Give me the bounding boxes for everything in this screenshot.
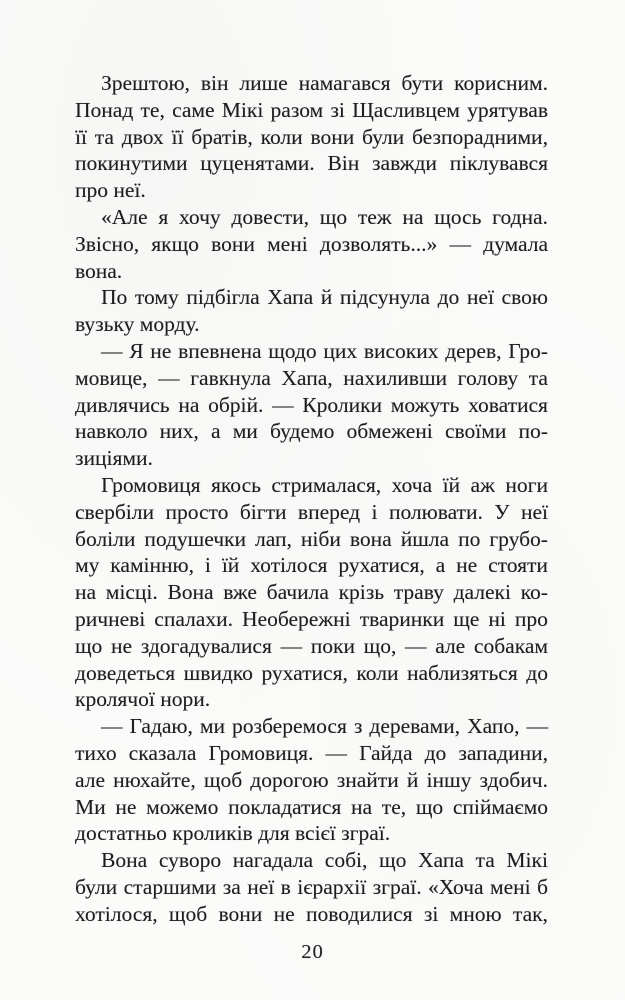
paragraph [75,472,548,713]
text-line: «Але я хочу довести, що теж на щось годна. [101,204,548,229]
paragraph [75,204,548,284]
text-line: що не здогадувалися — поки що, — але собакам [75,633,548,658]
paragraph [75,338,548,472]
text-line: мовице, — гавкнула Хапа, нахиливши голову та [75,365,548,390]
text-line: на місці. Вона вже бачила крізь траву далекі ко- [75,580,548,605]
text-line: — Гадаю, ми розберемося з деревами, Хапо, — [101,714,548,739]
text-line: тихо сказала Громовиця. — Гайда до западини, [75,740,548,765]
text-line: Громовиця якось стрималася, хоча їй аж ноги [101,472,548,497]
text-line: навколо них, а ми будемо обмежені своїми по- [75,419,548,444]
text-line: Вона суворо нагадала собі, що Хапа та Мікі [101,848,548,873]
text-line: вона. [75,258,123,283]
text-line: були старшими за неї в ієрархії зграї. «Хоча мені б [75,874,548,899]
text-line: про неї. [75,178,146,203]
text-line: зиціями. [75,446,153,471]
text-line: достатньо кроликів для всієї зграї. [75,821,391,846]
text-line: Понад те, саме Мікі разом зі Щасливцем урятував [75,97,548,122]
text-line: хотілося, щоб вони не поводилися зі мною так, [75,901,548,926]
text-line: свербіли просто бігти вперед і полювати. У неї [75,499,548,524]
text-block [75,70,548,928]
text-line: му камінню, і їй хотілося рухатися, а не стояти [75,553,548,578]
text-line: дивлячись на обрій. — Кролики можуть ховатися [75,392,548,417]
paragraph [75,284,548,338]
paragraph [75,847,548,927]
text-line: доведеться швидко рухатися, коли наблизяться до [75,660,548,685]
text-line: боліли подушечки лап, ніби вона йшла по грубо- [75,526,548,551]
text-line: покинутими цуценятами. Він завжди піклувався [75,151,548,176]
paragraph [75,713,548,847]
text-line: вузьку морду. [75,312,200,337]
text-line: ричневі спалахи. Необережні тваринки ще ні про [75,606,548,631]
text-line: По тому підбігла Хапа й підсунула до неї свою [101,285,548,310]
text-line: Звісно, якщо вони мені дозволять...» — думала [75,231,548,256]
text-line: — Я не впевнена щодо цих високих дерев, Гро- [101,338,548,363]
text-line: Зрештою, він лише намагався бути корисним. [101,71,548,95]
paragraph [75,70,548,204]
text-line: але нюхайте, щоб дорогою знайти й іншу здобич. [75,767,548,792]
page-number: 20 [301,941,324,963]
text-line: кролячої нори. [75,687,211,712]
text-line: Ми не можемо покладатися на те, що спіймаємо [75,794,548,819]
text-line: її та двох її братів, коли вони були безпорадними, [75,124,548,149]
